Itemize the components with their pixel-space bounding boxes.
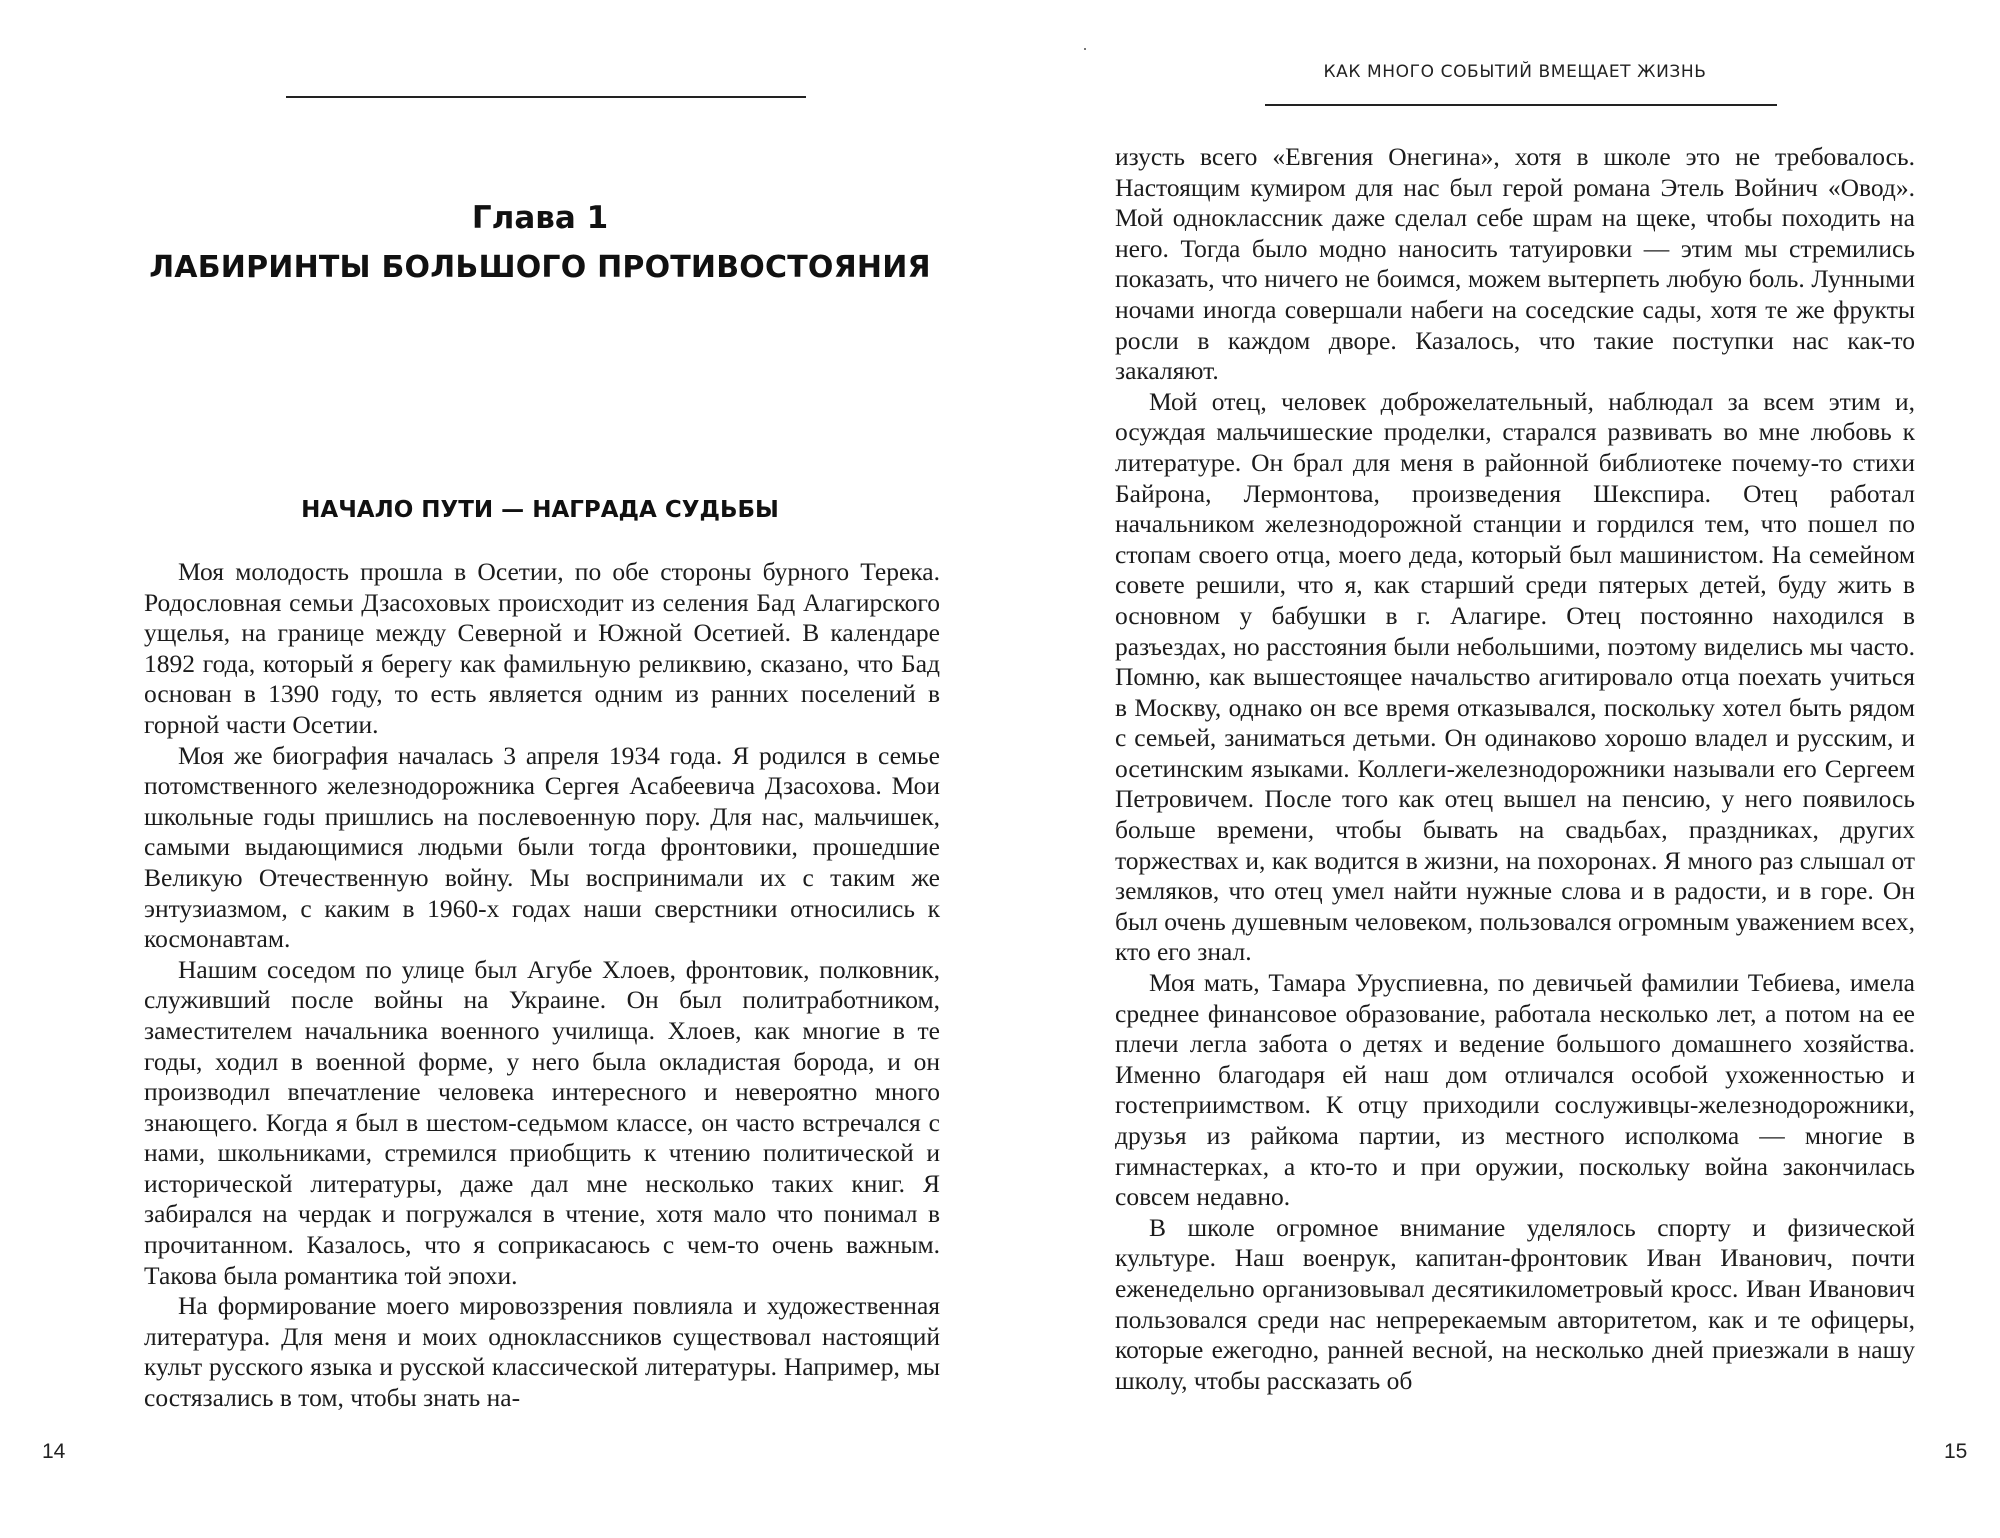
paragraph: Моя молодость прошла в Осетии, по обе стороны бурного Терека. Родословная семьи Дзасоховых происходит из селения Бад Алагирского ущелья, на границе между Северной и Южной Осетией. В календаре 1892 года, который я берегу как фамильную реликвию, сказано, что Бад основан в 1390 году, то есть является одним из ранних поселений в горной части Осетии.	[144, 557, 940, 739]
scan-speck	[1084, 48, 1086, 50]
paragraph: Моя же биография началась 3 апреля 1934 года. Я родился в семье потомственного железнодорожника Сергея Асабеевича Дзасохова. Мои школьные годы пришлись на послевоенную пору. Для нас, мальчишек, самыми выдающимися людьми были тогда фронтовики, прошедшие Великую Отечественную войну. Мы воспринимали их с таким же энтузиазмом, с каким в 1960-х годах наши сверстники относились к космонавтам.	[144, 740, 940, 954]
running-head: КАК МНОГО СОБЫТИЙ ВМЕЩАЕТ ЖИЗНЬ	[1323, 62, 1707, 82]
section-title: НАЧАЛО ПУТИ — НАГРАДА СУДЬБЫ	[301, 497, 779, 523]
paragraph: Мой отец, человек доброжелательный, наблюдал за всем этим и, осуждая мальчишеские проделки, старался развивать во мне любовь к литературе. Он брал для меня в районной библиотеке почему-то стихи Байрона, Лермонтова, произведения Шекспира. Отец работал начальником железнодорожной станции и гордился тем, что пошел по стопам своего отца, моего деда, который был машинистом. На семейном совете решили, что я, как старший среди пятерых детей, буду жить в основном у бабушки в г. Алагире. Отец постоянно находился в разъездах, но расстояния были небольшими, поэтому виделись мы часто. Помню, как вышестоящее начальство агитировало отца поехать учиться в Москву, однако он все время отказывался, поскольку хотел быть рядом с семьей, заниматься детьми. Он одинаково хорошо владел и русским, и осетинским языками. Коллеги-железнодорожники называли его Сергеем Петровичем. После того как отец вышел на пенсию, у него появилось больше времени, чтобы бывать на свадьбах, праздниках, других торжествах и, как водится в жизни, на похоронах. Я много раз слышал от земляков, что отец умел найти нужные слова и в радости, и в горе. Он был очень душевным человеком, пользовался огромным уважением всех, кто его знал.	[1115, 386, 1915, 967]
paragraph: На формирование моего мировоззрения повлияла и художественная литература. Для меня и моих одноклассников существовал настоящий культ русского языка и русской классической литературы. Например, мы состязались в том, чтобы знать на-	[144, 1291, 940, 1413]
right-page	[1000, 0, 2000, 1538]
header-rule	[1265, 104, 1777, 106]
page-number-right: 15	[1944, 1440, 1968, 1463]
paragraph: Нашим соседом по улице был Агубе Хлоев, фронтовик, полковник, служивший после войны на Украине. Он был политработником, заместителем начальника военного училища. Хлоев, как многие в те годы, ходил в военной форме, у него была окладистая борода, и он производил впечатление человека интересного и невероятно много знающего. Когда я был в шестом-седьмом классе, он часто встречался с нами, школьниками, стремился приобщить к чтению политической и исторической литературы, даже дал мне несколько таких книг. Я забирался на чердак и погружался в чтение, хотя мало что понимал в прочитанном. Казалось, что я соприкасаюсь с чем-то очень важным. Такова была романтика той эпохи.	[144, 954, 940, 1290]
top-rule	[286, 96, 806, 98]
right-body-text	[1115, 142, 1915, 1396]
paragraph: В школе огромное внимание уделялось спорту и физической культуре. Наш военрук, капитан-фронтовик Иван Иванович, почти еженедельно организовывал десятикилометровый кросс. Иван Иванович пользовался среди нас непререкаемым авторитетом, как и те офицеры, которые ежегодно, ранней весной, на несколько дней приезжали в нашу школу, чтобы рассказать об	[1115, 1212, 1915, 1395]
chapter-title: ЛАБИРИНТЫ БОЛЬШОГО ПРОТИВОСТОЯНИЯ	[149, 250, 931, 285]
chapter-number: Глава 1	[471, 200, 609, 236]
paragraph-continued: изусть всего «Евгения Онегина», хотя в школе это не требовалось. Настоящим кумиром для нас был герой романа Этель Войнич «Овод». Мой одноклассник даже сделал себе шрам на щеке, чтобы походить на него. Тогда было модно наносить татуировки — этим мы стремились показать, что ничего не боимся, можем вытерпеть любую боль. Лунными ночами иногда совершали набеги на соседские сады, хотя те же фрукты росли в каждом дворе. Казалось, что такие поступки нас как-то закаляют.	[1115, 142, 1915, 386]
page-number-left: 14	[42, 1440, 66, 1463]
paragraph: Моя мать, Тамара Уруспиевна, по девичьей фамилии Тебиева, имела среднее финансовое образование, работала несколько лет, а потом на ее плечи легла забота о детях и ведение большого домашнего хозяйства. Именно благодаря ей наш дом отличался особой ухоженностью и гостеприимством. К отцу приходили сослуживцы-железнодорожники, друзья из райкома партии, из местного исполкома — многие в гимнастерках, а кто-то и при оружии, поскольку война закончилась совсем недавно.	[1115, 968, 1915, 1212]
left-body-text	[144, 557, 940, 1414]
